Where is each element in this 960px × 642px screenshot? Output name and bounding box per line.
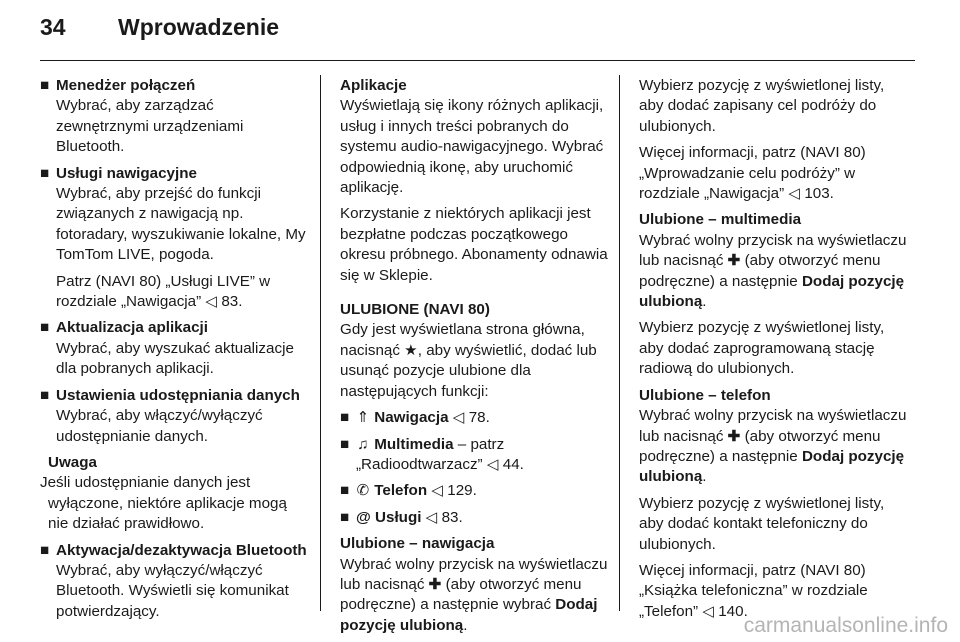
section-title: Ulubione – telefon: [639, 386, 771, 404]
column-middle: [340, 76, 608, 642]
section-title: Ulubione – multimedia: [639, 211, 802, 229]
bullet-icon: ■: [40, 541, 50, 559]
plus-icon: ✚: [428, 575, 442, 593]
bullet-icon: ■: [40, 386, 50, 404]
list-item: ■ ⇑ Nawigacja ◁ 78.: [340, 408, 608, 428]
music-icon: ♫: [357, 435, 369, 453]
paragraph: Korzystanie z niektórych aplikacji jest bezpłatne podczas początkowego okresu próbnego. Abonamenty odnawia się w Sklepie.: [340, 205, 608, 284]
item-title: Aktualizacja aplikacji: [56, 319, 208, 337]
bullet-icon: ■: [40, 164, 50, 182]
bullet-item: [40, 76, 308, 96]
paragraph: Więcej informacji, patrz (NAVI 80) „Wprowadzanie celu podróży” w rozdziale „Nawigacja” ◁ 103.: [639, 144, 866, 203]
paragraph: Wybrać wolny przycisk na wyświetlaczu lub nacisnąć ✚ (aby otworzyć menu podręczne) a następnie Dodaj pozycję ulubioną.: [639, 407, 907, 486]
paragraph: Wyświetlają się ikony różnych aplikacji, usług i innych treści pobranych do systemu audio-nawigacyjnego. Wybrać odpowiednią ikonę, aby uruchomić aplikację.: [340, 97, 604, 197]
bullet-item: [40, 164, 308, 184]
bullet-icon: ■: [340, 409, 350, 427]
item-text: Wybrać, aby wyszukać aktualizacje dla pobranych aplikacji.: [56, 339, 294, 378]
item-reference: Patrz (NAVI 80) „Usługi LIVE” w rozdziale „Nawigacja” ◁ 83.: [56, 272, 271, 311]
header-rule: [40, 60, 915, 61]
list-item: ■ @ Usługi ◁ 83.: [340, 508, 608, 528]
item-title: Ustawienia udostępniania danych: [56, 386, 300, 404]
item-text: Wybrać, aby wyłączyć/włączyć Bluetooth. Wyświetli się komunikat potwierdzający.: [56, 561, 289, 620]
list-item: ■ ♫ Multimedia – patrz „Radioodtwarzacz” ◁ 44.: [340, 435, 524, 473]
column-divider: [619, 75, 620, 611]
item-text: Wybrać, aby włączyć/wyłączyć udostępnianie danych.: [56, 407, 263, 445]
page-ref-icon: ◁: [486, 455, 499, 473]
paragraph: Wybrać wolny przycisk na wyświetlaczu lub nacisnąć ✚ (aby otworzyć menu podręczne) a następnie Dodaj pozycję ulubioną.: [639, 231, 907, 311]
bullet-icon: ■: [40, 77, 50, 94]
watermark: carmanualsonline.info: [743, 614, 948, 637]
bullet-icon: ■: [340, 435, 350, 453]
page-number: 34: [40, 14, 66, 40]
bullet-icon: ■: [40, 319, 50, 337]
note-box: [40, 453, 308, 535]
item-title: Usługi nawigacyjne: [56, 164, 197, 182]
page-ref-icon: ◁: [205, 293, 218, 311]
paragraph: Wybierz pozycję z wyświetlonej listy, aby dodać zapisany cel podróży do ulubionych.: [639, 77, 885, 135]
paragraph: Wybierz pozycję z wyświetlonej listy, aby dodać kontakt telefoniczny do ulubionych.: [639, 494, 885, 553]
page-ref-icon: ◁: [702, 602, 714, 620]
paragraph: Wybierz pozycję z wyświetlonej listy, aby dodać zaprogramowaną stację radiową do ulubionych.: [639, 319, 885, 378]
item-text: Wybrać, aby przejść do funkcji związanych z nawigacją np. fotoradary, wyszukiwanie lokalne, My TomTom LIVE, pogoda.: [56, 185, 306, 264]
section-title: Aplikacje: [340, 77, 407, 94]
star-icon: ★: [404, 341, 418, 359]
plus-icon: ✚: [727, 252, 741, 270]
page-ref-icon: ◁: [431, 482, 444, 500]
page-ref-icon: ◁: [425, 508, 438, 526]
column-right: [639, 76, 911, 628]
item-text: Wybrać, aby zarządzać zewnętrznymi urządzeniami Bluetooth.: [56, 97, 244, 156]
home-icon: ⇑: [356, 409, 370, 427]
note-title: Uwaga: [48, 453, 97, 471]
page-ref-icon: ◁: [788, 185, 801, 203]
bullet-item: [40, 386, 308, 406]
bullet-item: [40, 318, 308, 338]
bullet-icon: ■: [340, 508, 350, 526]
phone-icon: ✆: [356, 482, 370, 500]
paragraph: Gdy jest wyświetlana strona główna, nacisnąć ★, aby wyświetlić, dodać lub usunąć pozycje ulubione dla następujących funkcji:: [340, 321, 597, 400]
item-title: Menedżer połączeń: [56, 77, 196, 94]
paragraph: Więcej informacji, patrz (NAVI 80) „Książka telefoniczna” w rozdziale „Telefon” ◁ 140.: [639, 561, 868, 620]
item-title: Aktywacja/dezaktywacja Bluetooth: [56, 541, 307, 559]
bullet-item: [40, 541, 308, 561]
bullet-icon: ■: [340, 482, 350, 500]
column-divider: [320, 75, 321, 611]
section-title: ULUBIONE (NAVI 80): [340, 301, 490, 319]
list-item: ■ ✆ Telefon ◁ 129.: [340, 481, 608, 501]
note-text: Jeśli udostępnianie danych jest wyłączone, niektóre aplikacje mogą nie działać prawidłowo.: [40, 474, 287, 533]
page-ref-icon: ◁: [452, 409, 465, 427]
page-title: Wprowadzenie: [118, 14, 280, 40]
column-left: [40, 76, 308, 628]
paragraph: Wybrać wolny przycisk na wyświetlaczu lub nacisnąć ✚ (aby otworzyć menu podręczne) a następnie wybrać Dodaj pozycję ulubioną.: [340, 555, 608, 634]
section-title: Ulubione – nawigacja: [340, 535, 495, 553]
plus-icon: ✚: [727, 427, 741, 445]
